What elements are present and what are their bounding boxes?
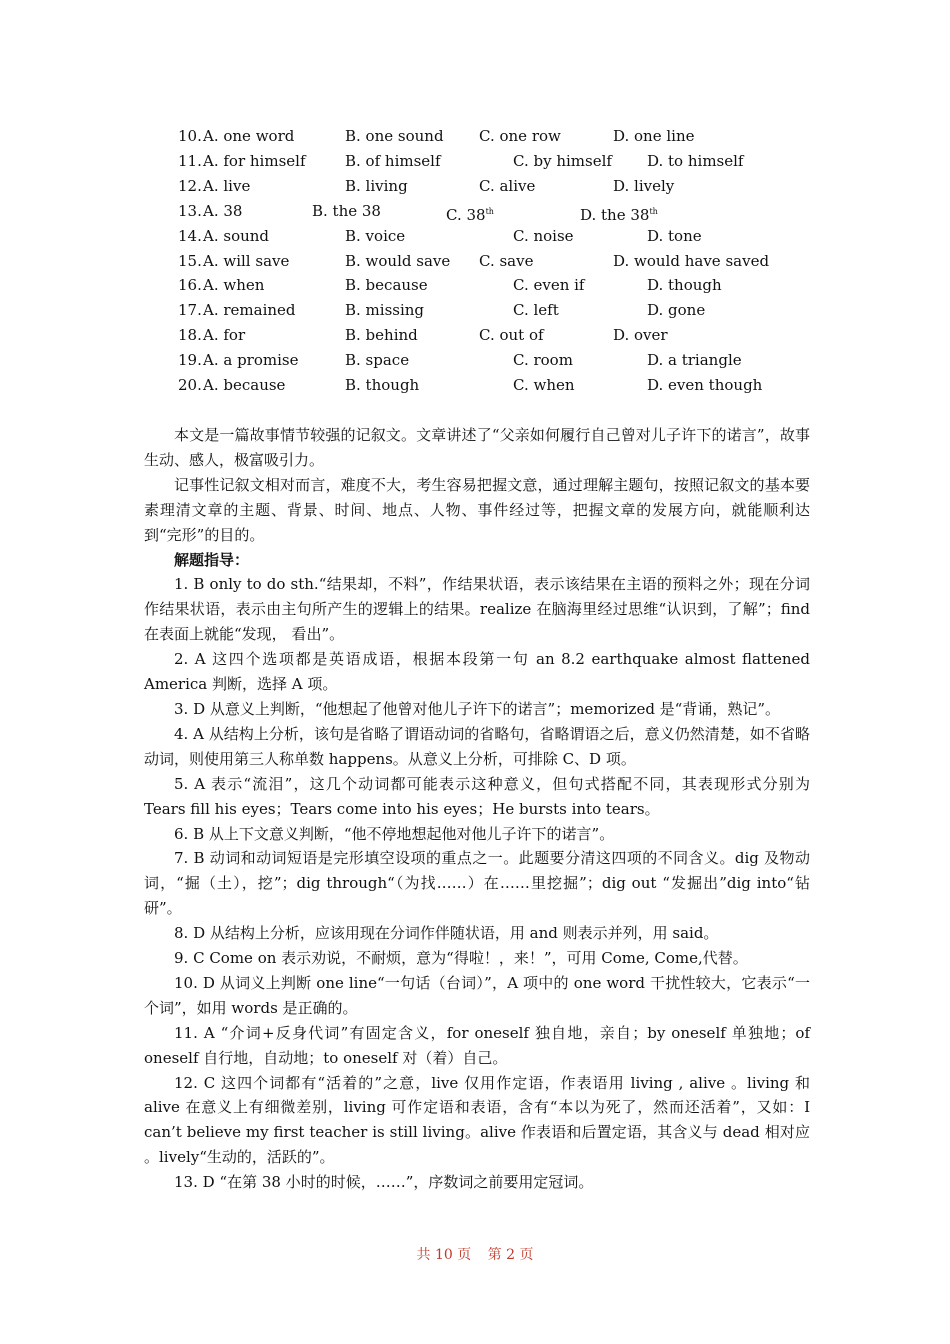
question-number: 13. xyxy=(178,201,202,220)
question-number: 14. xyxy=(178,226,202,245)
option-b: B. because xyxy=(345,276,428,295)
option-c: C. by himself xyxy=(513,151,612,170)
option-c: C. when xyxy=(513,376,575,394)
explanation-item: 8. D 从结构上分析，应该用现在分词作伴随状语，用 and 则表示并列，用 said。 xyxy=(174,924,719,943)
question-number: 20. xyxy=(178,376,202,394)
question-number: 12. xyxy=(178,176,202,195)
explanation-item: 3. D 从意义上判断，“他想起了他曾对他儿子许下的诺言”；memorized 是“背诵，熟记”。 xyxy=(174,699,781,718)
option-a: A. a promise xyxy=(203,351,299,370)
explanation-item: 11. A “介词+反身代词”有固定含义，for oneself 独自地，亲自；by oneself 单独地；of oneself 自行地，自动地；to oneself 对（着）自己。 xyxy=(144,1023,810,1067)
ordinal-suffix: th xyxy=(649,206,658,216)
option-c: C. save xyxy=(479,251,534,270)
option-c: C. room xyxy=(513,351,573,370)
option-b: B. though xyxy=(345,376,420,394)
explanation-item: 5. A 表示“流泪”，这几个动词都可能表示这种意义，但句式搭配不同，其表现形式分别为 Tears fill his eyes；Tears come into his eyes；He bursts into tears。 xyxy=(144,774,810,818)
question-number: 19. xyxy=(178,351,202,370)
explanation-item: 10. D 从词义上判断 one line“一句话（台词）”，A 项中的 one word 干扰性较大，它表示“一个词”，如用 words 是正确的。 xyxy=(144,973,810,1017)
question-number: 16. xyxy=(178,276,202,295)
option-d: D. lively xyxy=(613,176,675,195)
option-b: B. would save xyxy=(345,251,451,270)
intro-paragraph: 记事性记叙文相对而言，难度不大，考生容易把握文意，通过理解主题句，按照记叙文的基本要素理清文章的主题、背景、时间、地点、人物、事件经过等，把握文章的发展方向，就能顺利达到“完形”的目的。 xyxy=(144,475,810,544)
option-c: C. 38th xyxy=(446,205,494,224)
option-a: A. will save xyxy=(203,251,290,270)
page-footer xyxy=(0,1245,950,1265)
footer-total-pages: 共 10 页 xyxy=(416,1247,472,1263)
option-b: B. of himself xyxy=(345,151,441,170)
question-number: 17. xyxy=(178,301,202,320)
option-c: C. noise xyxy=(513,226,574,245)
option-b: B. missing xyxy=(345,301,425,320)
option-d: D. one line xyxy=(613,127,695,145)
option-b: B. space xyxy=(345,351,410,370)
question-number: 11. xyxy=(178,151,202,170)
option-c: C. even if xyxy=(513,276,585,295)
option-a: A. for xyxy=(203,326,246,345)
option-d: D. would have saved xyxy=(613,251,770,270)
question-number: 15. xyxy=(178,251,202,270)
option-c: C. out of xyxy=(479,326,544,345)
option-a: A. for himself xyxy=(203,151,306,170)
option-a: A. because xyxy=(203,376,286,394)
option-d: D. to himself xyxy=(647,151,744,170)
explanation-item: 12. C 这四个词都有“活着的”之意，live 仅用作定语，作表语用 living , alive 。living 和 alive 在意义上有细微差别，living 可作定语和表语，含有“本以为死了，然而还活着”，又如：I can’t believe my first teacher is still living。alive 作表语和后置定语，其含义与 dead 相对应 。lively“生动的，活跃的”。 xyxy=(144,1073,810,1167)
explanations-list xyxy=(144,572,810,1195)
option-d: D. even though xyxy=(647,376,763,394)
explanation-item: 4. A 从结构上分析，该句是省略了谓语动词的省略句，省略谓语之后，意义仍然清楚，如不省略动词，则使用第三人称单数 happens。从意义上分析，可排除 C、D 项。 xyxy=(144,724,810,768)
option-d: D. a triangle xyxy=(647,351,742,370)
option-d: D. though xyxy=(647,276,722,295)
intro-paragraph: 本文是一篇故事情节较强的记叙文。文章讲述了“父亲如何履行自己曾对儿子许下的诺言”，故事生动、感人，极富吸引力。 xyxy=(144,426,810,469)
option-c: C. alive xyxy=(479,176,536,195)
option-d: D. over xyxy=(613,326,668,345)
explanation-item: 13. D “在第 38 小时的时候，……”，序数词之前要用定冠词。 xyxy=(174,1173,594,1192)
explanation-item: 9. C Come on 表示劝说，不耐烦，意为“得啦！，来！”，可用 Come, Come,代替。 xyxy=(174,949,748,968)
explanation-item: 6. B 从上下文意义判断，“他不停地想起他对他儿子许下的诺言”。 xyxy=(174,824,615,843)
option-a: A. 38 xyxy=(203,201,243,220)
option-b: B. one sound xyxy=(345,127,444,145)
guide-heading: 解题指导： xyxy=(174,550,250,569)
footer-page-number: 第 2 页 xyxy=(487,1247,534,1263)
explanation-item: 2. A 这四个选项都是英语成语，根据本段第一句 an 8.2 earthquake almost flattened America 判断，选择 A 项。 xyxy=(144,650,810,694)
option-a: A. live xyxy=(203,176,251,195)
option-a: A. remained xyxy=(203,301,296,320)
option-c: C. one row xyxy=(479,127,561,145)
option-a: A. when xyxy=(203,276,265,295)
option-a: A. sound xyxy=(203,226,270,245)
explanation-item: 7. B 动词和动词短语是完形填空设项的重点之一。此题要分清这四项的不同含义。dig 及物动词，“掘（土），挖”；dig through“（为找……）在……里挖掘”；dig out “发掘出”dig into“钻研”。 xyxy=(144,849,810,918)
option-a: A. one word xyxy=(203,127,295,145)
option-d: D. gone xyxy=(647,301,706,320)
option-b: B. living xyxy=(345,176,408,195)
explanation-item: 1. B only to do sth.“结果却，不料”，作结果状语，表示该结果在主语的预料之外；现在分词作结果状语，表示由主句所产生的逻辑上的结果。realize 在脑海里经过思维“认识到，了解”；find 在表面上就能“发现， 看出”。 xyxy=(144,575,810,644)
ordinal-suffix: th xyxy=(485,206,494,216)
option-d: D. the 38th xyxy=(580,205,658,224)
option-d: D. tone xyxy=(647,226,702,245)
question-number: 18. xyxy=(178,326,202,345)
analysis-text xyxy=(144,423,810,1195)
option-b: B. voice xyxy=(345,226,406,245)
question-number: 10. xyxy=(178,127,202,145)
option-c: C. left xyxy=(513,301,559,320)
option-b: B. behind xyxy=(345,326,418,345)
option-b: B. the 38 xyxy=(312,201,381,220)
